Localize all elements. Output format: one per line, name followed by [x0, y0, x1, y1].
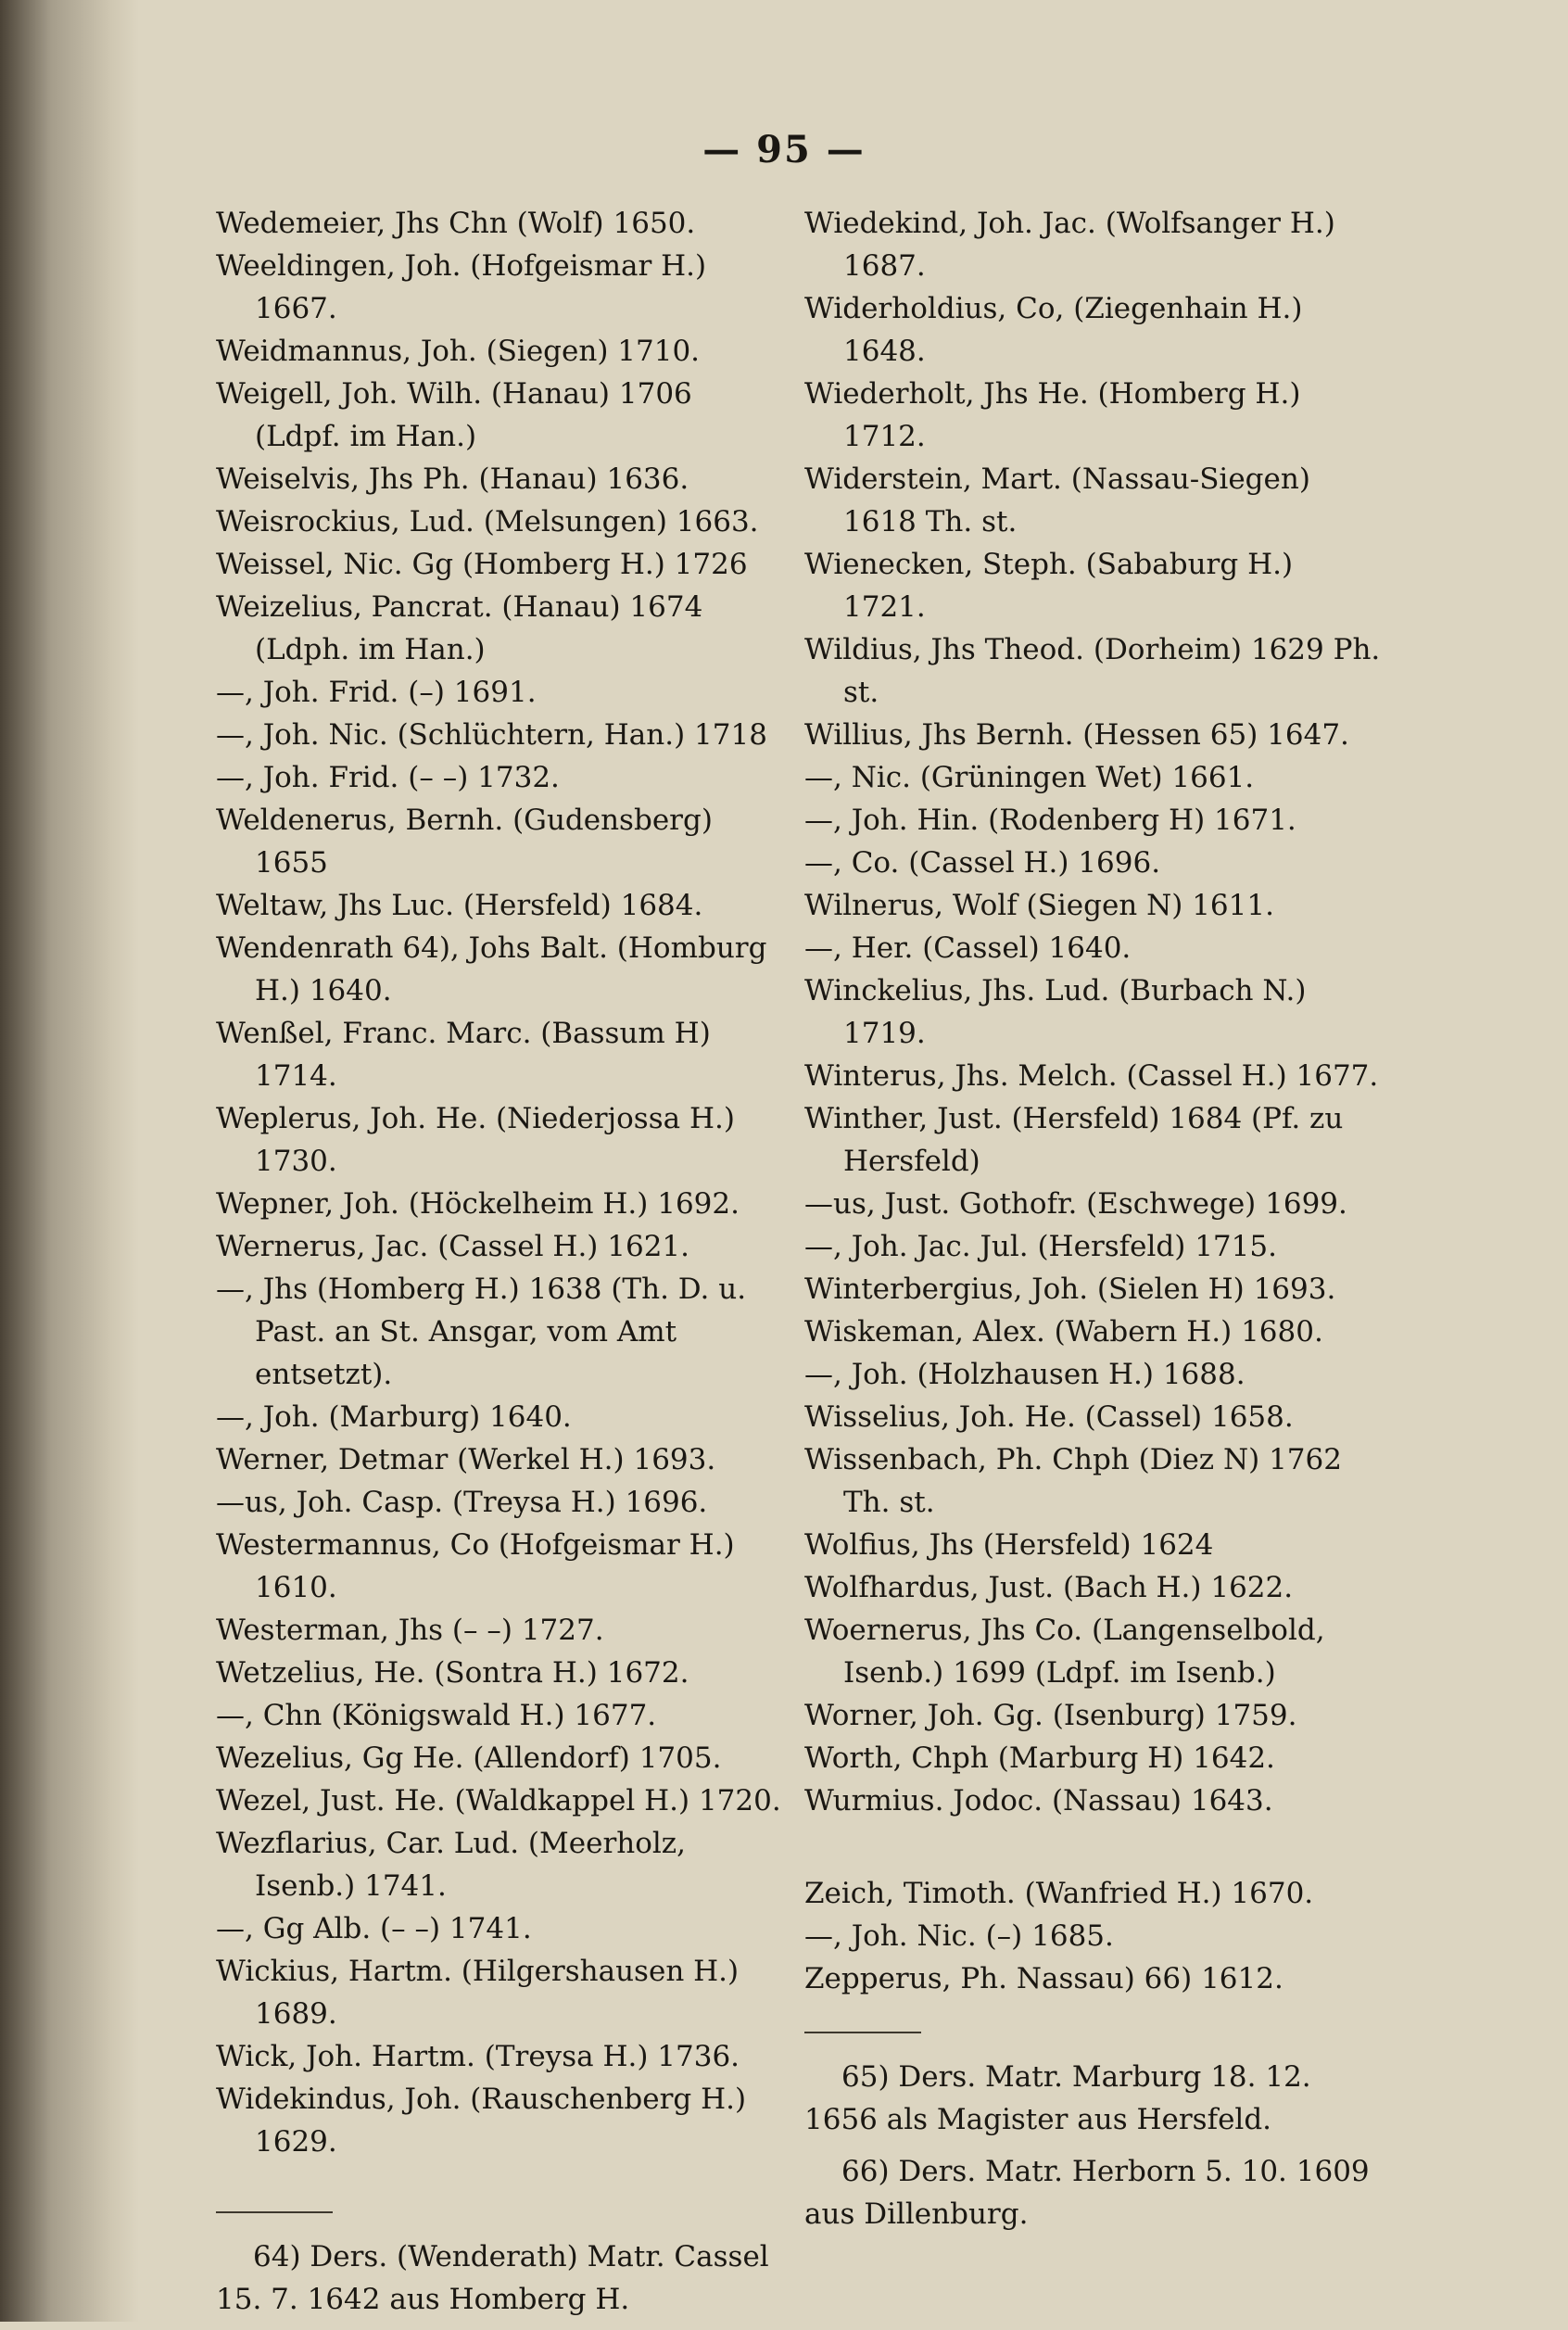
register-entry: Zepperus, Ph. Nassau) 66) 1612. — [804, 1962, 1283, 1995]
footnote-divider — [216, 2211, 333, 2213]
register-entry: Wienecken, Steph. (Sababurg H.) 1721. — [804, 548, 1294, 624]
register-entry: —, Joh. Jac. Jul. (Hersfeld) 1715. — [804, 1230, 1277, 1263]
register-entry: Widerstein, Mart. (Nassau-Siegen) 1618 Th. st. — [804, 462, 1310, 538]
register-entry: Wissenbach, Ph. Chph (Diez N) 1762 Th. st. — [804, 1443, 1342, 1519]
register-entry: Wiedekind, Joh. Jac. (Wolfsanger H.) 1687. — [804, 207, 1335, 283]
footnote: 65) Ders. Matr. Marburg 18. 12. 1656 als Magister aus Hersfeld. — [804, 2060, 1311, 2136]
register-entry: Widekindus, Joh. (Rauschenberg H.) 1629. — [216, 2083, 747, 2159]
register-entry: Wildius, Jhs Theod. (Dorheim) 1629 Ph. st. — [804, 633, 1381, 709]
register-entry: Zeich, Timoth. (Wanfried H.) 1670. — [804, 1877, 1314, 1910]
register-entry: Weisrockius, Lud. (Melsungen) 1663. — [216, 505, 759, 538]
register-entry: —, Jhs (Homberg H.) 1638 (Th. D. u. Past. an St. Ansgar, vom Amt entsetzt). — [216, 1273, 747, 1391]
register-entry: Weplerus, Joh. He. (Niederjossa H.) 1730. — [216, 1102, 735, 1178]
footnote: 66) Ders. Matr. Herborn 5. 10. 1609 aus Dillenburg. — [804, 2155, 1370, 2231]
register-entry: Wiederholt, Jhs He. (Homberg H.) 1712. — [804, 377, 1301, 453]
register-entry: —, Gg Alb. (– –) 1741. — [216, 1912, 532, 1945]
register-entry: Winterbergius, Joh. (Sielen H) 1693. — [804, 1273, 1336, 1306]
register-entry: Winterus, Jhs. Melch. (Cassel H.) 1677. — [804, 1059, 1379, 1093]
register-entry: Weltaw, Jhs Luc. (Hersfeld) 1684. — [216, 889, 703, 922]
section-gap — [804, 1822, 1384, 1872]
right-column — [804, 202, 1384, 2245]
register-entry: —, Joh. (Holzhausen H.) 1688. — [804, 1358, 1246, 1391]
register-entry: Weizelius, Pancrat. (Hanau) 1674 (Ldph. im Han.) — [216, 590, 703, 666]
register-entry: Westermannus, Co (Hofgeismar H.) 1610. — [216, 1528, 735, 1604]
page-number: — 95 — — [702, 128, 866, 171]
register-entry: —, Joh. Frid. (– –) 1732. — [216, 761, 560, 794]
register-entry: Wurmius. Jodoc. (Nassau) 1643. — [804, 1784, 1273, 1817]
left-column — [216, 202, 786, 2330]
register-entry: —, Nic. (Grüningen Wet) 1661. — [804, 761, 1255, 794]
register-entry: —, Joh. (Marburg) 1640. — [216, 1400, 572, 1434]
register-entry: Weiselvis, Jhs Ph. (Hanau) 1636. — [216, 462, 689, 496]
register-entry: Wernerus, Jac. (Cassel H.) 1621. — [216, 1230, 690, 1263]
register-entry: Weigell, Joh. Wilh. (Hanau) 1706 (Ldpf. im Han.) — [216, 377, 692, 453]
register-entry: Wendenrath 64), Johs Balt. (Homburg H.) 1640. — [216, 931, 767, 1007]
register-entry: Wezel, Just. He. (Waldkappel H.) 1720. — [216, 1784, 781, 1817]
register-entry: —, Joh. Nic. (–) 1685. — [804, 1919, 1114, 1953]
register-entry: —us, Joh. Casp. (Treysa H.) 1696. — [216, 1486, 708, 1519]
register-entry: Wepner, Joh. (Höckelheim H.) 1692. — [216, 1187, 740, 1221]
register-entry: —, Joh. Hin. (Rodenberg H) 1671. — [804, 804, 1296, 837]
register-entry: Wiskeman, Alex. (Wabern H.) 1680. — [804, 1315, 1323, 1349]
register-entry: Wisselius, Joh. He. (Cassel) 1658. — [804, 1400, 1294, 1434]
register-entry: Weidmannus, Joh. (Siegen) 1710. — [216, 335, 701, 368]
left-entry-list — [216, 202, 786, 2163]
footnote-divider — [804, 2032, 921, 2033]
register-entry: Woernerus, Jhs Co. (Langenselbold, Isenb.) 1699 (Ldpf. im Isenb.) — [804, 1614, 1325, 1690]
register-entry: —, Chn (Königswald H.) 1677. — [216, 1699, 657, 1732]
book-binding-shadow — [0, 0, 139, 2322]
register-entry: Westerman, Jhs (– –) 1727. — [216, 1614, 604, 1647]
register-entry: Weldenerus, Bernh. (Gudensberg) 1655 — [216, 804, 713, 880]
register-entry: —, Co. (Cassel H.) 1696. — [804, 846, 1161, 880]
footnote: 64) Ders. (Wenderath) Matr. Cassel 15. 7. 1642 aus Homberg H. — [216, 2240, 769, 2316]
register-entry: Weissel, Nic. Gg (Homberg H.) 1726 — [216, 548, 748, 581]
register-entry: Wezelius, Gg He. (Allendorf) 1705. — [216, 1741, 722, 1775]
register-entry: Willius, Jhs Bernh. (Hessen 65) 1647. — [804, 718, 1349, 752]
z-entry-list — [804, 1872, 1384, 2000]
register-entry: Wolfhardus, Just. (Bach H.) 1622. — [804, 1571, 1294, 1604]
register-entry: Werner, Detmar (Werkel H.) 1693. — [216, 1443, 716, 1476]
register-entry: Wenßel, Franc. Marc. (Bassum H) 1714. — [216, 1017, 711, 1093]
register-entry: —us, Just. Gothofr. (Eschwege) 1699. — [804, 1187, 1347, 1221]
register-entry: Wilnerus, Wolf (Siegen N) 1611. — [804, 889, 1274, 922]
register-entry: Widerholdius, Co, (Ziegenhain H.) 1648. — [804, 292, 1303, 368]
register-entry: Winther, Just. (Hersfeld) 1684 (Pf. zu Hersfeld) — [804, 1102, 1344, 1178]
register-entry: Weeldingen, Joh. (Hofgeismar H.) 1667. — [216, 249, 707, 325]
register-entry: Worth, Chph (Marburg H) 1642. — [804, 1741, 1275, 1775]
right-entry-list — [804, 202, 1384, 1822]
register-entry: Wickius, Hartm. (Hilgershausen H.) 1689. — [216, 1955, 740, 2031]
register-entry: Wick, Joh. Hartm. (Treysa H.) 1736. — [216, 2040, 740, 2073]
register-entry: Wolfius, Jhs (Hersfeld) 1624 — [804, 1528, 1214, 1562]
register-entry: Winckelius, Jhs. Lud. (Burbach N.) 1719. — [804, 974, 1307, 1050]
left-footnotes — [216, 2235, 786, 2321]
register-entry: —, Her. (Cassel) 1640. — [804, 931, 1132, 965]
register-entry: —, Joh. Nic. (Schlüchtern, Han.) 1718 — [216, 718, 767, 752]
register-entry: Wezflarius, Car. Lud. (Meerholz, Isenb.) 1741. — [216, 1827, 686, 1903]
right-footnotes — [804, 2056, 1384, 2235]
register-entry: Wedemeier, Jhs Chn (Wolf) 1650. — [216, 207, 696, 240]
register-entry: Worner, Joh. Gg. (Isenburg) 1759. — [804, 1699, 1297, 1732]
register-entry: —, Joh. Frid. (–) 1691. — [216, 676, 537, 709]
register-entry: Wetzelius, He. (Sontra H.) 1672. — [216, 1656, 689, 1690]
